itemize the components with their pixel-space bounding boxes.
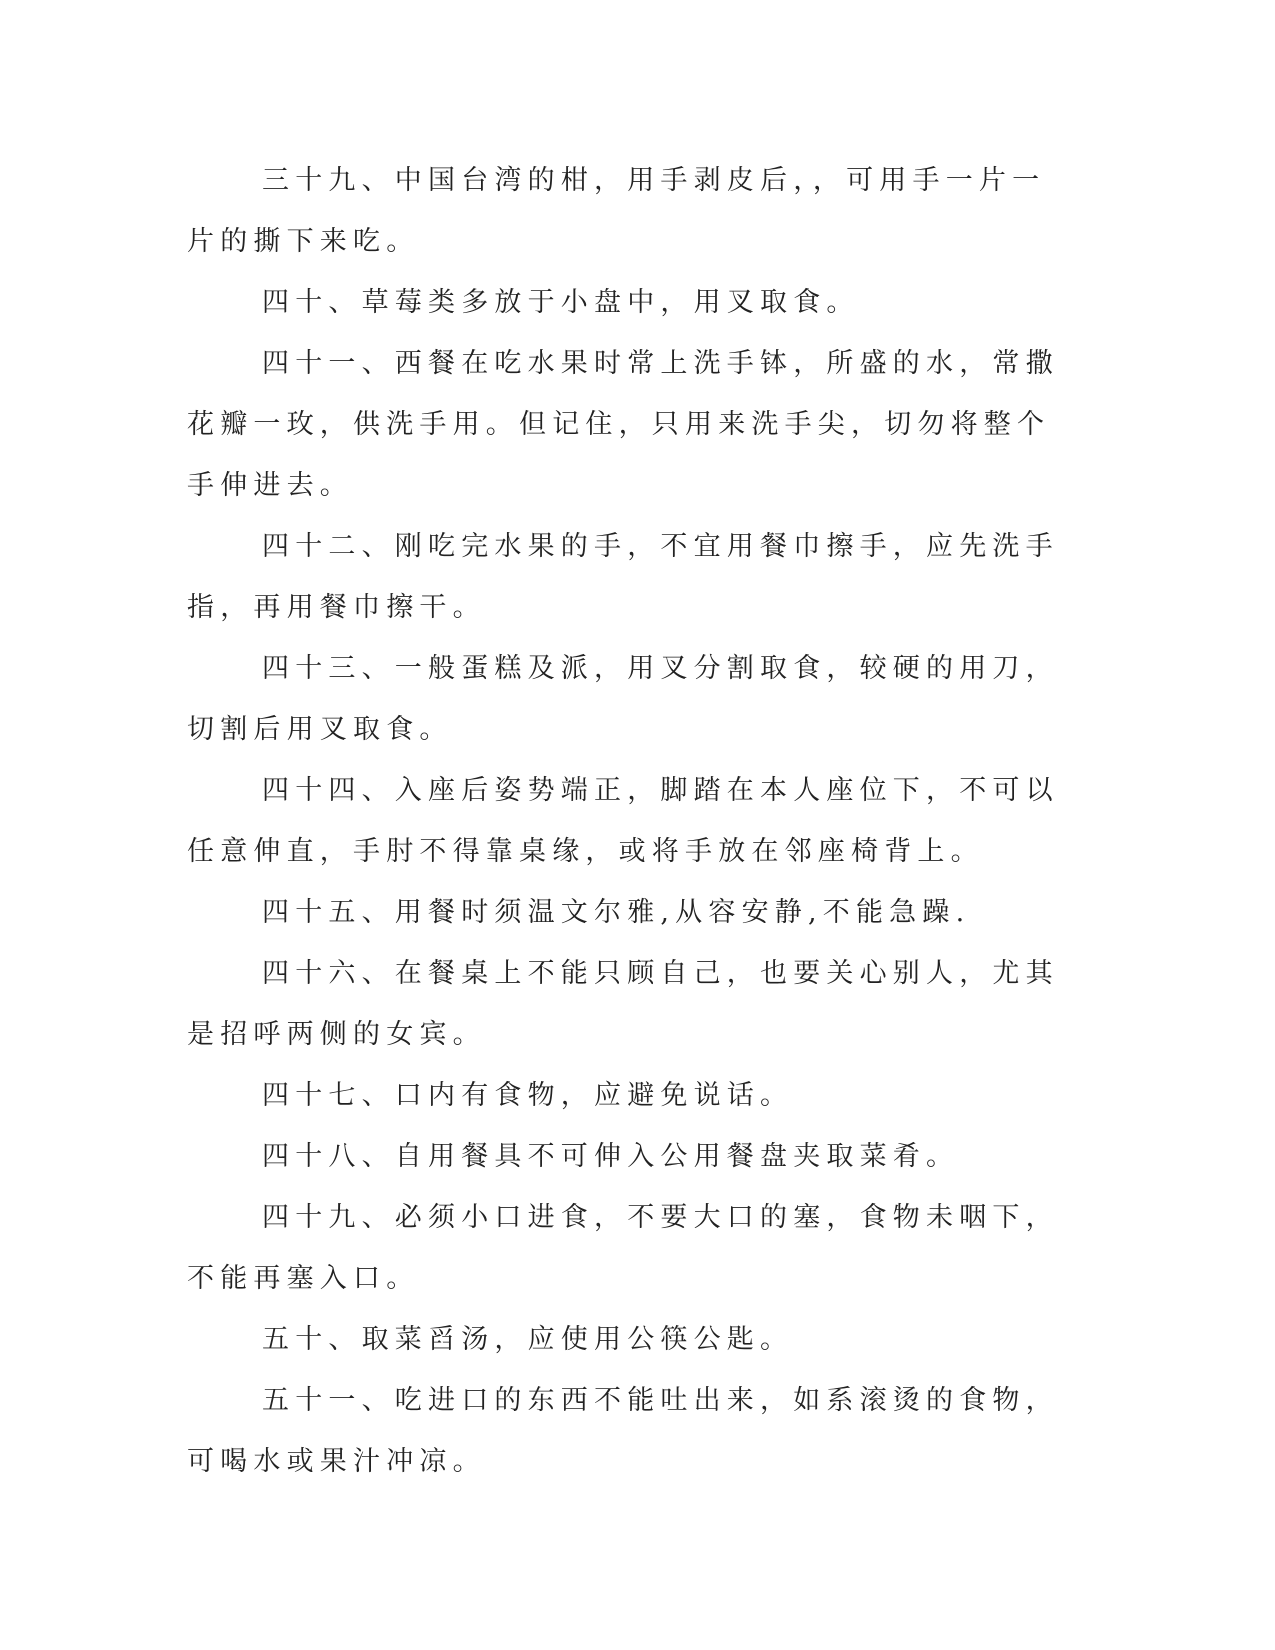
paragraph-43: 四十三、一般蛋糕及派，用叉分割取食，较硬的用刀，切割后用叉取食。 [187, 653, 1059, 745]
paragraph-39: 三十九、中国台湾的柑，用手剥皮后，，可用手一片一片的撕下来吃。 [187, 165, 1046, 257]
paragraph-44: 四十四、入座后姿势端正，脚踏在本人座位下，不可以任意伸直，手肘不得靠桌缘，或将手放在邻座椅背上。 [187, 775, 1059, 867]
paragraph-49: 四十九、必须小口进食，不要大口的塞，食物未咽下，不能再塞入口。 [187, 1202, 1059, 1294]
paragraph-46: 四十六、在餐桌上不能只顾自己，也要关心别人，尤其是招呼两侧的女宾。 [187, 958, 1059, 1050]
paragraph-51: 五十一、吃进口的东西不能吐出来，如系滚烫的食物，可喝水或果汁冲凉。 [187, 1385, 1059, 1477]
paragraph-47: 四十七、口内有食物，应避免说话。 [262, 1080, 794, 1111]
paragraph-50: 五十、取菜舀汤，应使用公筷公匙。 [262, 1324, 794, 1355]
paragraph-40: 四十、草莓类多放于小盘中，用叉取食。 [262, 287, 860, 318]
paragraph-41: 四十一、西餐在吃水果时常上洗手钵，所盛的水，常撒花瓣一玫，供洗手用。但记住，只用来洗手尖，切勿将整个手伸进去。 [187, 348, 1059, 501]
paragraph-42: 四十二、刚吃完水果的手，不宜用餐巾擦手，应先洗手指，再用餐巾擦干。 [187, 531, 1059, 623]
paragraph-48: 四十八、自用餐具不可伸入公用餐盘夹取菜肴。 [262, 1141, 960, 1172]
document-body [187, 150, 1067, 1492]
paragraph-45: 四十五、用餐时须温文尔雅,从容安静,不能急躁. [262, 897, 971, 928]
